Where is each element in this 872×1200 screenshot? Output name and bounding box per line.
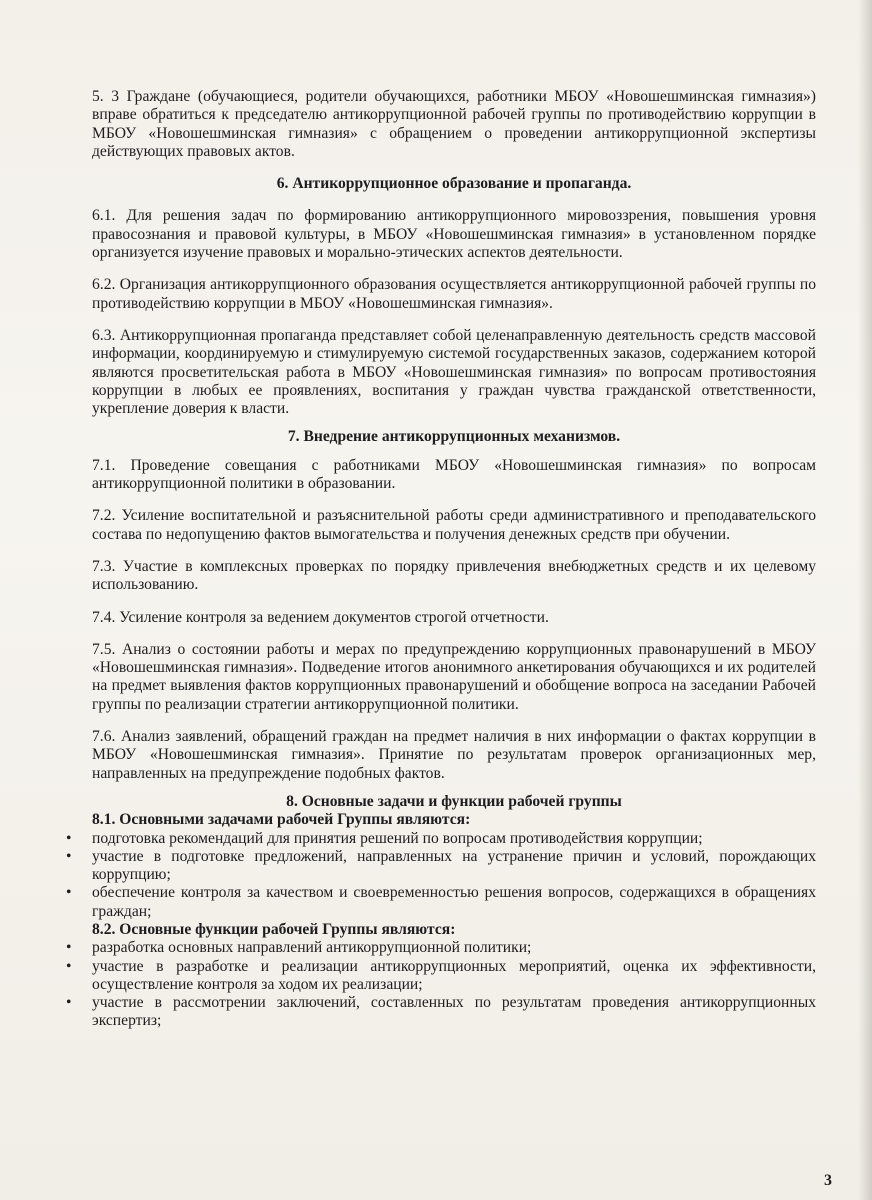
list-item: • разработка основных направлений антикоррупционной политики; xyxy=(92,939,816,957)
functions-list xyxy=(92,939,816,1030)
paragraph-6-2: 6.2. Организация антикоррупционного образования осуществляется антикоррупционной рабочей группы по противодействию коррупции в МБОУ «Новошешминская гимназия». xyxy=(92,276,816,312)
subsection-8-1-title: 8.1. Основными задачами рабочей Группы являются: xyxy=(92,811,471,829)
list-item: • участие в рассмотрении заключений, составленных по результатам проведения антикоррупционных экспертиз; xyxy=(92,994,816,1031)
paragraph-6-1: 6.1. Для решения задач по формированию антикоррупционного мировоззрения, повышения уровня правосознания и правовой культуры, в МБОУ «Новошешминская гимназия» в установленном порядке организуется изучение правовых и морально-этических аспектов деятельности. xyxy=(92,207,816,262)
page-number: 3 xyxy=(824,1172,832,1189)
section-6-title: 6. Антикоррупционное образование и пропаганда. xyxy=(276,175,632,193)
list-item: • обеспечение контроля за качеством и своевременностью решения вопросов, содержащихся в обращениях граждан; xyxy=(92,884,816,921)
subsection-8-2-title: 8.2. Основные функции рабочей Группы являются: xyxy=(92,920,456,938)
paragraph-7-5: 7.5. Анализ о состоянии работы и мерах по предупреждению коррупционных правонарушений в МБОУ «Новошешминская гимназия». Подведение итогов анонимного анкетирования обучающихся и их родителей на предмет выявления фактов коррупционных правонарушений и обобщение вопроса на заседании Рабочей группы по реализации стратегии антикоррупционной политики. xyxy=(92,640,816,713)
tasks-list xyxy=(92,830,816,921)
paragraph-6-3: 6.3. Антикоррупционная пропаганда представляет собой целенаправленную деятельность средств массовой информации, координируемую и стимулируемую системой государственных заказов, содержанием которой являются просветительская работа в МБОУ «Новошешминская гимназия» по вопросам противостояния коррупции в любых ее проявлениях, воспитания у граждан чувства гражданской ответственности, укрепление доверия к власти. xyxy=(92,326,816,418)
paragraph-7-1: 7.1. Проведение совещания с работниками МБОУ «Новошешминская гимназия» по вопросам антикоррупционной политики в образовании. xyxy=(92,456,816,493)
list-item: • участие в разработке и реализации антикоррупционных мероприятий, оценка их эффективности, осуществление контроля за ходом их реализации; xyxy=(92,958,816,995)
paragraph-7-2: 7.2. Усиление воспитательной и разъяснительной работы среди административного и преподавательского состава по недопущению фактов вымогательства и получения денежных средств при обучении. xyxy=(92,507,816,543)
section-7-title: 7. Внедрение антикоррупционных механизмов. xyxy=(287,428,621,446)
page-edge-shadow xyxy=(858,0,872,1200)
paragraph-5-3: 5. 3 Граждане (обучающиеся, родители обучающихся, работники МБОУ «Новошешминская гимназия») вправе обратиться к председателю антикоррупционной рабочей группы по противодействию коррупции в МБОУ «Новошешминская гимназия» с обращением о проведении антикоррупционной экспертизы действующих правовых актов. xyxy=(92,88,816,160)
list-item: • подготовка рекомендаций для принятия решений по вопросам противодействия коррупции; xyxy=(92,830,816,848)
paragraph-7-6: 7.6. Анализ заявлений, обращений граждан на предмет наличия в них информации о фактах коррупции в МБОУ «Новошешминская гимназия». Принятие по результатам проверок организационных мер, направленных на предупреждение подобных фактов. xyxy=(92,728,816,782)
paragraph-7-3: 7.3. Участие в комплексных проверках по порядку привлечения внебюджетных средств и их целевому использованию. xyxy=(92,557,816,594)
list-item: • участие в подготовке предложений, направленных на устранение причин и условий, порождающих коррупцию; xyxy=(92,848,816,885)
paragraph-7-4: 7.4. Усиление контроля за ведением документов строгой отчетности. xyxy=(92,608,549,626)
section-8-title: 8. Основные задачи и функции рабочей группы xyxy=(286,792,622,810)
document-body xyxy=(92,88,816,1031)
